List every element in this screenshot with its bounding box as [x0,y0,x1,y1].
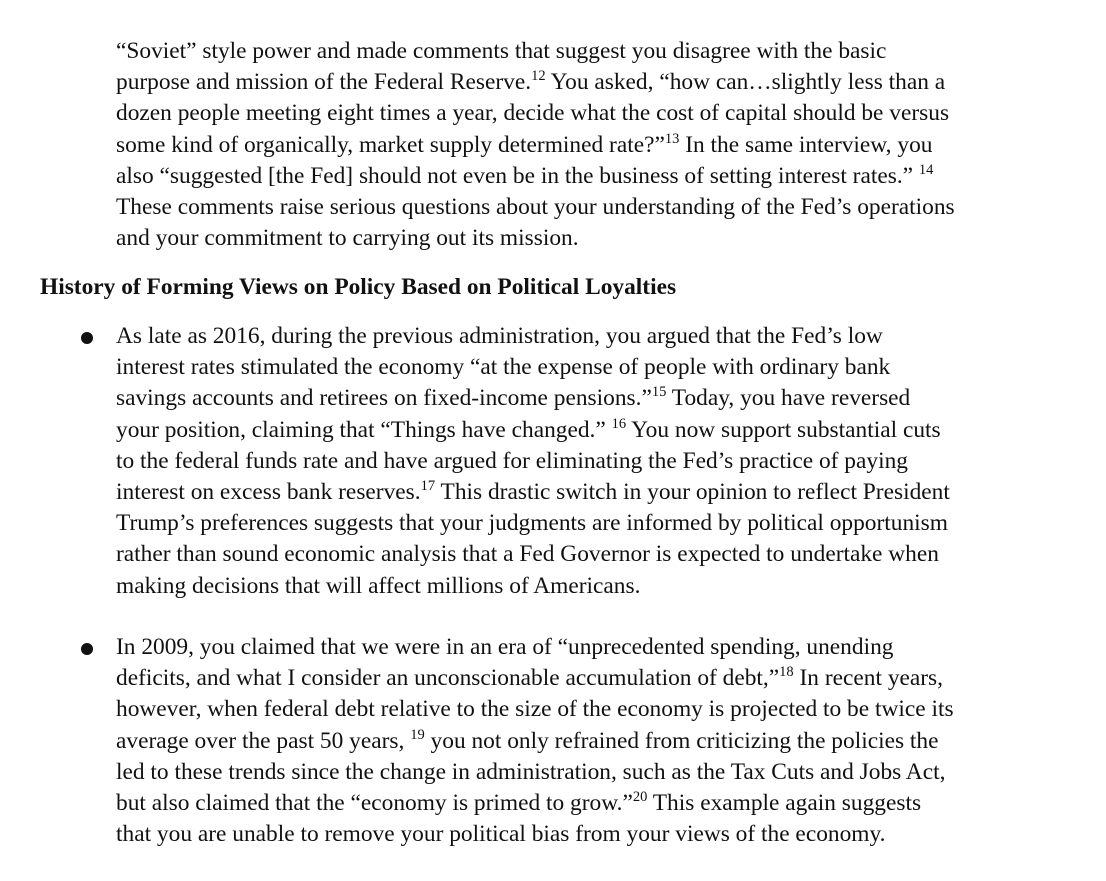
bullet-marker [81,643,93,655]
text-line: These comments raise serious questions about your understanding of the Fed’s operations [116,194,955,221]
text-line: to the federal funds rate and have argued for eliminating the Fed’s practice of paying [116,447,908,474]
footnote-ref-14: 14 [918,161,934,178]
text-line: but also claimed that the “economy is primed to grow.”$^{20}$ This example again suggests [116,789,922,817]
text-line: As late as 2016, during the previous administration, you argued that the Fed’s low [116,323,883,349]
footnote-ref-12: 12 [531,68,546,85]
text-line: average over the past 50 years, $^{19}$ you not only refrained from criticizing the policies the [116,726,939,754]
text-line: rather than sound economic analysis that a Fed Governor is expected to undertake when [116,541,939,568]
text-line: “Soviet” style power and made comments that suggest you disagree with the basic [116,38,887,64]
text-line: that you are unable to remove your political bias from your views of the economy. [116,821,886,848]
text-line: interest rates stimulated the economy “at the expense of people with ordinary bank [116,354,891,381]
text-line: In 2009, you claimed that we were in an era of “unprecedented spending, unending [116,634,894,660]
section-heading: History of Forming Views on Policy Based on Political Loyalties [40,274,677,300]
footnote-ref-17: 17 [420,478,436,495]
text-line: interest on excess bank reserves.$^{17}$ This drastic switch in your opinion to reflect President [116,478,950,506]
footnote-ref-15: 15 [651,384,667,401]
footnote-ref-20: 20 [632,789,648,806]
text-line: your position, claiming that “Things have changed.” $^{16}$ You now support substantial cuts [116,415,941,443]
text-line: deficits, and what I consider an unconscionable accumulation of debt,”$^{18}$ In recent years, [116,664,944,692]
bullet-paragraph-2 [116,632,1056,850]
text-line: dozen people meeting eight times a year, decide what the cost of capital should be versus [116,100,950,127]
text-line: some kind of organically, market supply determined rate?”$^{13}$ In the same interview, you [116,130,933,158]
footnote-ref-19: 19 [410,726,425,743]
text-line: and your commitment to carrying out its mission. [116,225,579,252]
text-line: making decisions that will affect millions of Americans. [116,572,641,599]
text-line: savings accounts and retirees on fixed-income pensions.”$^{15}$ Today, you have reversed [116,384,911,412]
footnote-ref-13: 13 [664,130,680,147]
text-line: also “suggested [the Fed] should not even be in the business of setting interest rates.” $^{14}$ [116,161,934,189]
text-line: led to these trends since the change in administration, such as the Tax Cuts and Jobs Act, [116,758,946,785]
intro-paragraph [116,36,1056,254]
text-line: Trump’s preferences suggests that your judgments are informed by political opportunism [116,510,948,537]
footnote-ref-18: 18 [779,664,794,681]
text-line: however, when federal debt relative to the size of the economy is projected to be twice its [116,696,954,723]
text-line: purpose and mission of the Federal Reserve.$^{12}$ You asked, “how can…slightly less than a [116,68,946,96]
footnote-ref-16: 16 [611,415,627,432]
bullet-marker [81,332,93,344]
bullet-paragraph-1 [116,321,1056,602]
